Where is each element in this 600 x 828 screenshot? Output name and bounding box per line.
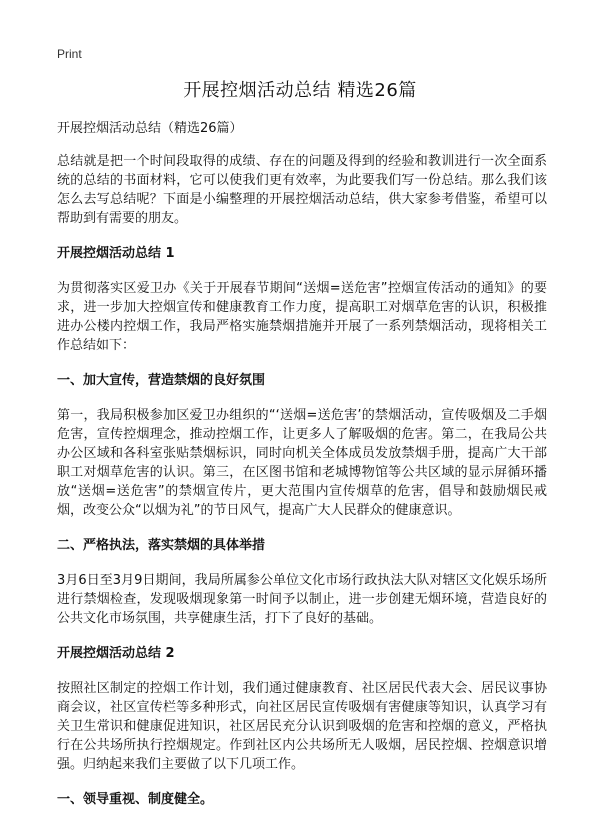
article-1-heading: 开展控烟活动总结 1 bbox=[57, 246, 175, 261]
article-2-section-1-heading: 一、领导重视、制度健全。 bbox=[57, 792, 214, 807]
article-2-heading: 开展控烟活动总结 2 bbox=[57, 646, 175, 661]
print-label[interactable]: Print bbox=[57, 47, 82, 61]
page-title: 开展控烟活动总结 精选26篇 bbox=[183, 80, 417, 101]
article-2-paragraph: 按照社区制定的控烟工作计划，我们通过健康教育、社区居民代表大会、居民议事协商会议，社区宣传栏等多种形式，向社区居民宣传吸烟有害健康等知识，认真学习有关卫生常识和健康促进知识，社区居民充分认识到吸烟的危害和控烟的意义，严格执行在公共场所执行控烟规定。作到社区内公共场所无人吸烟，居民控烟、控烟意识增强。归纳起来我们主要做了以下几项工作。 bbox=[57, 681, 547, 772]
article-1-paragraph: 为贯彻落实区爱卫办《关于开展春节期间“送烟=送危害”控烟宣传活动的通知》的要求，进一步加大控烟宣传和健康教育工作力度，提高职工对烟草危害的认识，积极推进办公楼内控烟工作，我局严格实施禁烟措施并开展了一系列禁烟活动，现将相关工作总结如下： bbox=[57, 281, 547, 353]
article-1-section-1-heading: 一、加大宣传，营造禁烟的良好氛围 bbox=[57, 373, 266, 388]
article-1-section-1-text: 第一，我局积极参加区爱卫办组织的“‘送烟=送危害’的禁烟活动，宣传吸烟及二手烟危害，宣传控烟理念，推动控烟工作，让更多人了解吸烟的危害。第二，在我局公共办公区域和各科室张贴禁烟标识，同时向机关全体成员发放禁烟手册，提高广大干部职工对烟草危害的认识。第三，在区图书馆和老城博物馆等公共区域的显示屏循环播放“送烟=送危害”的禁烟宣传片，更大范围内宣传烟草的危害，倡导和鼓励烟民戒烟，改变公众“以烟为礼”的节日风气，提高广大人民群众的健康意识。 bbox=[57, 408, 547, 518]
document-subtitle: 开展控烟活动总结（精选26篇） bbox=[57, 121, 243, 136]
article-1-section-2-heading: 二、严格执法，落实禁烟的具体举措 bbox=[57, 538, 266, 553]
article-1-section-2-text: 3月6日至3月9日期间，我局所属参公单位文化市场行政执法大队对辖区文化娱乐场所进行禁烟检查，发现吸烟现象第一时间予以制止，进一步创建无烟环境，营造良好的公共文化市场氛围，共享健康生活，打下了良好的基础。 bbox=[57, 573, 547, 626]
intro-paragraph: 总结就是把一个时间段取得的成绩、存在的问题及得到的经验和教训进行一次全面系统的总结的书面材料，它可以使我们更有效率，为此要我们写一份总结。那么我们该怎么去写总结呢？下面是小编整理的开展控烟活动总结，供大家参考借鉴，希望可以帮助到有需要的朋友。 bbox=[57, 154, 547, 226]
document-body bbox=[57, 120, 547, 825]
